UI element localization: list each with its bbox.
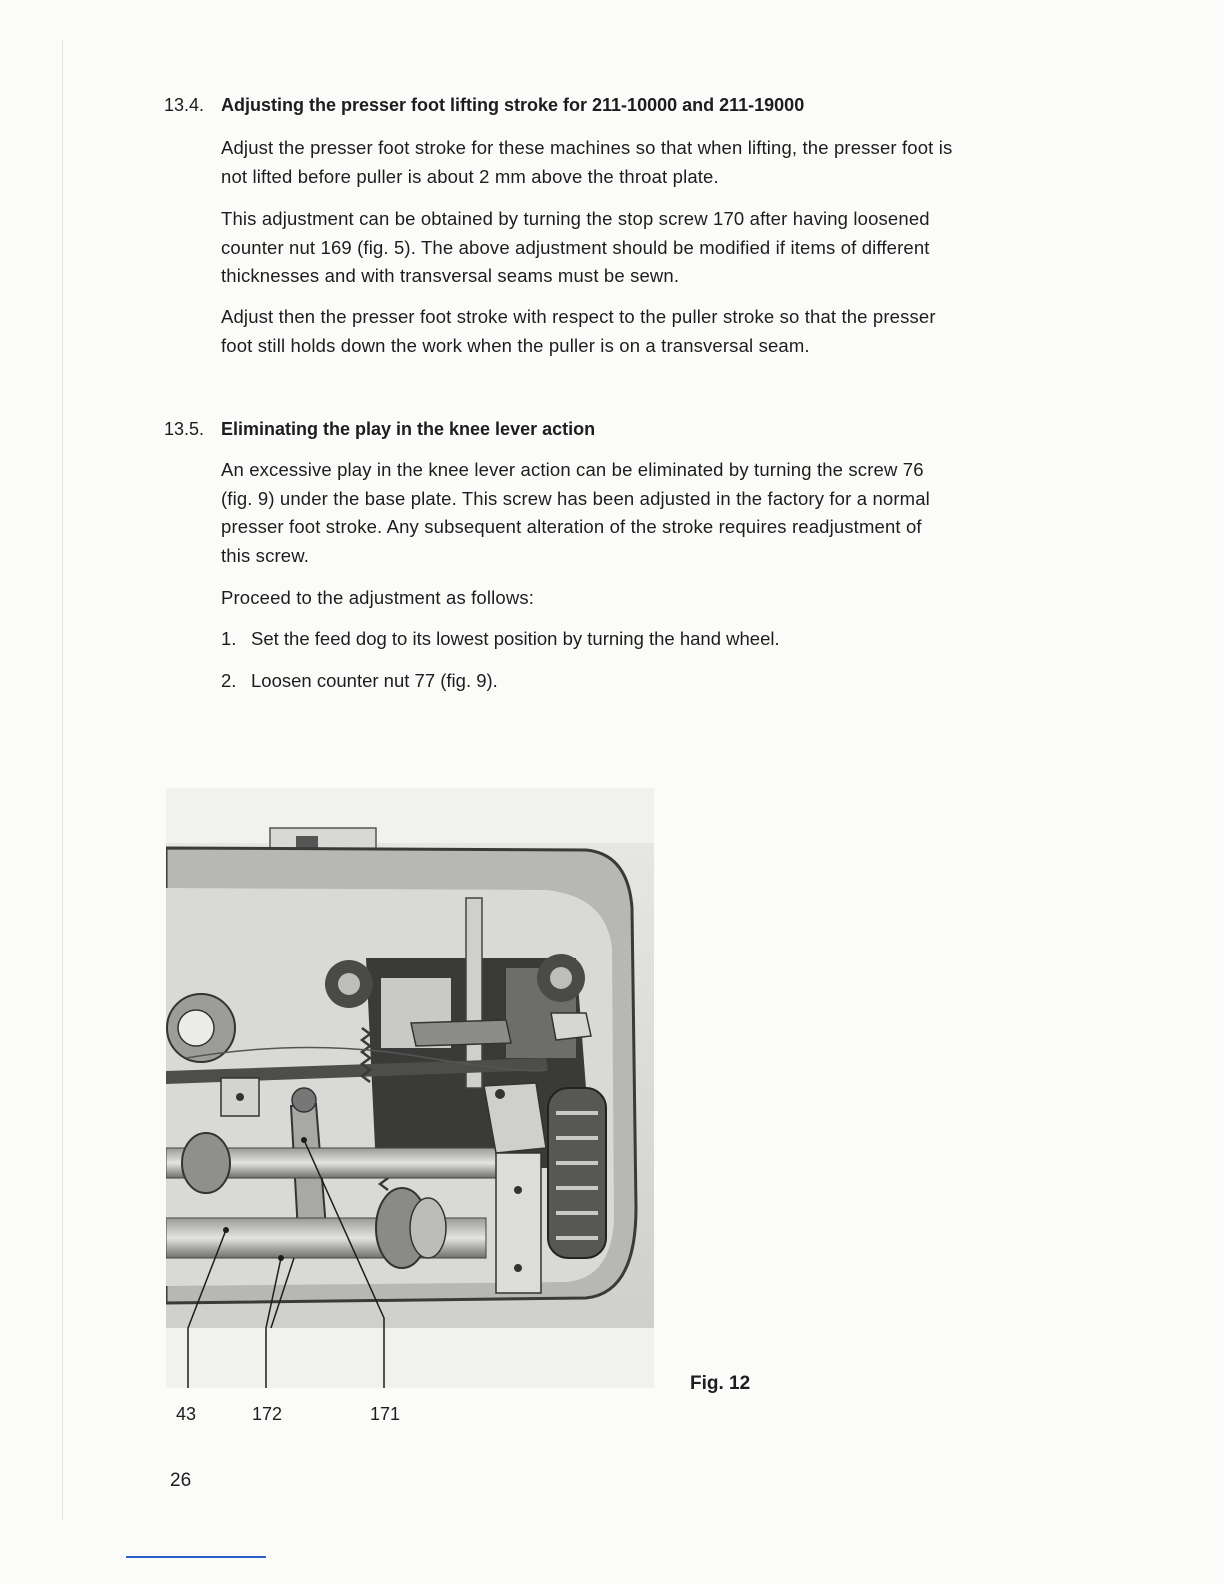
machine-photo xyxy=(166,788,654,1388)
paragraph: An excessive play in the knee lever action can be eliminated by turning the screw 76 (fig. 9) under the base plate. This screw has been adjusted in the factory for a normal presser foot stroke. Any subsequent alteration of the stroke requires readjustment of this screw. xyxy=(221,459,930,566)
section-title: Eliminating the play in the knee lever action xyxy=(221,419,596,439)
paragraph: Proceed to the adjustment as follows: xyxy=(221,587,535,608)
section-heading-13-4 xyxy=(164,93,804,117)
section-number: 13.5. xyxy=(164,419,205,439)
paragraph: Adjust then the presser foot stroke with respect to the puller stroke so that the presser foot still holds down the work when the puller is on a transversal seam. xyxy=(221,306,936,356)
list-item-text: Loosen counter nut 77 (fig. 9). xyxy=(251,670,498,691)
paragraph: Adjust the presser foot stroke for these machines so that when lifting, the presser foot is not lifted before puller is about 2 mm above the throat plate. xyxy=(221,137,953,187)
section-heading-13-5 xyxy=(164,417,595,441)
section-number: 13.4. xyxy=(164,95,205,115)
callout-label: 171 xyxy=(370,1404,401,1424)
list-item xyxy=(221,625,780,653)
page-edge xyxy=(62,40,63,1520)
list-item-text: Set the feed dog to its lowest position by turning the hand wheel. xyxy=(251,628,780,649)
page-number: 26 xyxy=(170,1470,192,1491)
section-title: Adjusting the presser foot lifting stroke for 211-10000 and 211-19000 xyxy=(221,95,805,115)
list-item-number: 2. xyxy=(221,670,237,691)
callout-label: 172 xyxy=(252,1404,283,1424)
list-item xyxy=(221,667,498,695)
paragraph: This adjustment can be obtained by turning the stop screw 170 after having loosened counter nut 169 (fig. 5). The above adjustment should be modified if items of different thicknesses and with transversal seams must be sewn. xyxy=(221,208,930,286)
footer-rule xyxy=(126,1556,266,1558)
figure-caption: Fig. 12 xyxy=(690,1373,751,1394)
callout-label: 43 xyxy=(176,1404,197,1424)
list-item-number: 1. xyxy=(221,628,237,649)
